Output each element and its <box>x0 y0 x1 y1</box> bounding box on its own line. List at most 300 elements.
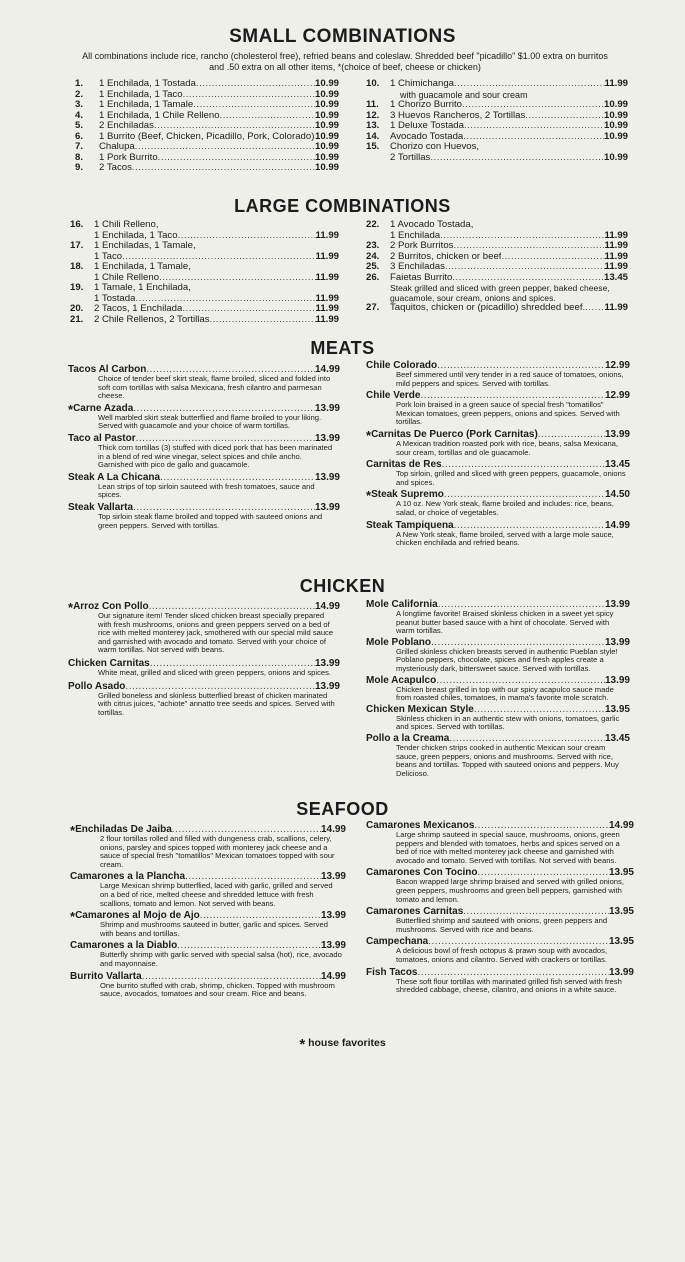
item-text: 3 Enchiladas <box>390 262 445 272</box>
menu-item-description: Bacon wrapped large shrimp braised and served with grilled onions, green peppers, mushrooms and green bell peppers, garnished with tomato and lemon. <box>396 877 624 904</box>
menu-item-description: A delicious bowl of fresh octopus & prawn soup with avocados, tomatoes, onions and cilantro. Served with crackers or tortillas. <box>396 946 608 964</box>
item-number: 9. <box>75 162 84 173</box>
item-text: Chorizo con Huevos, <box>390 142 480 152</box>
combo-row <box>75 153 339 164</box>
menu-item-description: Our signature item! Tender sliced chicken breast specially prepared with fresh mushrooms, onions and green peppers served on a bed of rice with melted monterey jack, smothered with our special mild sauce and garnished with avocado and tomato. Served with your choice of warm tortillas. Not served with beans. <box>98 611 334 655</box>
item-text: 1 Chimichanga <box>390 79 454 89</box>
menu-item-description: Butterfly shrimp with garlic served with special salsa (hot), rice, avocado and mayonnaise. <box>100 950 342 968</box>
item-price: 10.99 <box>314 120 339 131</box>
combo-row <box>366 220 628 231</box>
combo-row <box>75 132 339 143</box>
combo-item <box>70 262 339 283</box>
item-price: 10.99 <box>314 109 339 121</box>
combo-item <box>366 111 628 122</box>
leader-dots <box>462 100 604 111</box>
leader-dots <box>122 252 315 263</box>
combo-item <box>366 132 628 143</box>
leader-dots <box>142 971 321 982</box>
menu-item <box>70 910 346 938</box>
item-number: 13. <box>366 120 380 131</box>
menu-item-description: A longtime favorite! Braised skinless chicken in a sweet yet spicy peanut butter based sauce with a hint of chocolate. Served with warm tortillas. <box>396 609 614 636</box>
item-price: 11.99 <box>315 229 339 241</box>
menu-item-description: Butterflied shrimp and sauteed with onions, green peppers and mushrooms. Served with rice and beans. <box>396 916 608 934</box>
menu-item <box>366 489 630 517</box>
item-number: 26. <box>366 271 380 283</box>
menu-item <box>366 675 630 703</box>
menu-item-name: *Carnitas De Puerco (Pork Carnitas) <box>366 427 538 443</box>
combo-sub-row <box>70 273 339 284</box>
combo-row <box>70 220 339 231</box>
item-number: 8. <box>75 151 84 163</box>
item-price: 11.99 <box>315 271 339 283</box>
combo-item <box>75 111 339 122</box>
star-icon: * <box>68 600 74 615</box>
menu-item <box>70 824 346 869</box>
item-text: 3 Huevos Rancheros, 2 Tortillas <box>390 110 526 121</box>
combo-item <box>70 315 339 326</box>
small-combinations-left <box>75 79 339 174</box>
leader-dots <box>501 252 604 263</box>
item-text: 1 Taco <box>94 251 123 262</box>
menu-item <box>68 658 340 678</box>
large-combinations-right <box>366 220 628 314</box>
menu-item-name: Camarones a la Diablo <box>70 940 178 952</box>
menu-item-name: *Camarones al Mojo de Ajo <box>70 909 200 925</box>
item-price: 10.99 <box>314 88 339 100</box>
item-text: 1 Enchilada <box>390 230 441 241</box>
menu-item-name: Steak Vallarta <box>68 501 134 513</box>
menu-item-name: Campechana <box>366 936 429 948</box>
menu-item-header <box>366 967 634 978</box>
combo-item <box>75 100 339 111</box>
item-text: 2 Enchiladas <box>99 121 154 131</box>
item-number: 11. <box>366 99 379 110</box>
leader-dots <box>440 231 604 242</box>
small-combinations-right <box>366 79 628 163</box>
item-number: 18. <box>70 261 84 272</box>
item-text: 1 Burrito (Beef, Chicken, Picadillo, Pork, Colorado) <box>99 131 315 142</box>
menu-item-name: Mole Acapulco <box>366 674 437 686</box>
menu-item-description: Lean strips of top sirloin sauteed with fresh tomatoes, sauce and spices. <box>98 481 315 500</box>
item-number: 10. <box>366 78 380 89</box>
combo-sub-row <box>70 252 339 263</box>
combo-row <box>366 262 628 273</box>
combo-sub-row <box>70 231 339 242</box>
menu-item-description: Top sirloin, grilled and sliced with green peppers, guacamole, onions and spices. <box>396 469 626 487</box>
item-price: 11.99 <box>604 240 628 251</box>
menu-item <box>366 599 630 636</box>
leader-dots <box>445 262 605 273</box>
combo-row <box>70 262 339 273</box>
combo-item <box>366 142 628 163</box>
leader-dots <box>154 121 315 132</box>
menu-item-price: 13.99 <box>608 966 634 978</box>
menu-item-description: Chicken breast grilled in top with our spicy acapulco sauce made from roasted chiles, tomatoes, in mama's favorite mole scratch. <box>396 684 614 703</box>
combo-row <box>366 252 628 263</box>
meats-right <box>366 360 630 550</box>
item-price: 10.99 <box>603 151 628 163</box>
menu-item-price: 13.99 <box>320 940 346 952</box>
combo-row <box>75 100 339 111</box>
menu-item-name: Chicken Carnitas <box>68 657 150 669</box>
menu-item-price: 14.50 <box>604 489 630 501</box>
menu-item-description: A Mexican tradition roasted pork with rice, beans, salsa Mexicana, sour cream, tortillas and ole guacamole. <box>396 438 619 457</box>
item-price: 11.99 <box>315 292 339 304</box>
item-text: 2 Tacos, 1 Enchilada <box>94 304 183 314</box>
menu-item-price: 13.99 <box>314 680 340 692</box>
item-number: 2. <box>75 88 84 100</box>
menu-item-description: Tender chicken strips cooked in authentic Mexican sour cream sauce, green peppers, onions and mushrooms. Served with rice, beans and tortillas. Topped with sauteed onions and peppers. Muy Delicioso. <box>396 742 619 778</box>
leader-dots <box>452 273 604 284</box>
leader-dots <box>158 153 315 164</box>
small-combinations-title: SMALL COMBINATIONS <box>229 26 456 47</box>
combo-row <box>70 283 339 294</box>
menu-item-price: 13.99 <box>604 428 630 440</box>
menu-item-name: Chile Colorado <box>366 360 438 371</box>
menu-item-name: Chile Verde <box>366 390 421 402</box>
leader-dots <box>210 315 316 326</box>
menu-item-description: Top sirloin steak flame broiled and topped with sauteed onions and green peppers. Served with tortillas. <box>98 511 323 530</box>
combo-item <box>366 79 628 100</box>
leader-dots <box>430 153 604 164</box>
menu-item-description: Shrimp and mushrooms sauteed in butter, garlic and spices. Served with beans and tortillas. <box>100 920 328 938</box>
star-icon: * <box>299 1036 306 1053</box>
combo-item <box>366 241 628 252</box>
item-price: 11.99 <box>315 250 339 262</box>
menu-item-name: *Carne Azada <box>68 401 134 417</box>
meats-left <box>68 364 340 532</box>
item-text: 1 Chile Relleno <box>94 272 160 283</box>
menu-item <box>366 704 630 732</box>
item-price: 11.99 <box>604 229 628 241</box>
combo-row <box>366 100 628 111</box>
combo-row <box>366 111 628 122</box>
menu-item-price: 13.99 <box>604 599 630 610</box>
item-text: 2 Tortillas <box>390 152 431 163</box>
combo-row <box>366 132 628 143</box>
menu-item <box>366 867 634 904</box>
large-combinations-title: LARGE COMBINATIONS <box>234 196 451 216</box>
item-number: 17. <box>70 240 84 251</box>
item-text: 1 Enchilada, 1 Taco <box>99 89 183 100</box>
item-number <box>366 153 390 164</box>
item-price: 11.99 <box>604 302 628 313</box>
combo-sub-text: with guacamole and sour cream <box>400 89 528 100</box>
star-icon: * <box>70 909 76 925</box>
combo-item <box>75 132 339 143</box>
menu-item-description: A 10 oz. New York steak, flame broiled and includes: rice, beans, salad, or choice of vegetables. <box>396 499 614 517</box>
combo-sub-row <box>366 153 628 164</box>
seafood-right <box>366 820 634 997</box>
leader-dots <box>454 79 605 90</box>
menu-item-description: Large Mexican shrimp butterflied, laced with garlic, grilled and served on a bed of rice, melted cheese and shredded lettuce with fresh scallions, tomato and lemon. Not served with beans. <box>100 881 333 908</box>
combo-item <box>366 303 628 314</box>
leader-dots <box>418 967 609 978</box>
item-price: 10.99 <box>603 130 628 142</box>
combo-row <box>75 121 339 132</box>
menu-item-price: 13.99 <box>320 910 346 922</box>
menu-item-name: Pollo a la Creama <box>366 732 450 744</box>
item-price: 10.99 <box>314 141 339 152</box>
leader-dots <box>193 100 315 111</box>
item-price: 11.99 <box>604 78 628 89</box>
combo-item <box>75 142 339 153</box>
item-text: Chalupa <box>99 142 135 152</box>
menu-item-description: Pork loin braised in a green sauce of special fresh "tomatillos" Mexican tomatoes, green peppers, onions and spices. Served with tortillas. <box>396 400 620 427</box>
item-price: 10.99 <box>314 130 339 142</box>
item-text: Avocado Tostada <box>390 131 464 142</box>
leader-dots <box>463 132 604 143</box>
menu-item-header <box>366 675 630 686</box>
menu-item-price: 14.99 <box>604 519 630 531</box>
leader-dots <box>196 79 315 90</box>
combo-row <box>70 304 339 315</box>
item-text: 1 Tostada <box>94 293 136 304</box>
menu-item-description: Choice of tender beef skirt steak, flame broiled, sliced and folded into soft corn tortillas with salsa Mexicana, fresh cilantro and parmesan cheese. <box>98 374 331 401</box>
menu-item-description: 2 flour tortillas rolled and filled with dungeness crab, scallions, celery, onions, parsley and spices topped with monterey jack cheese and a sauce of special fresh "tomatillos" Mexican tomatoes topped with sour cream. <box>100 834 335 869</box>
menu-item <box>70 971 346 999</box>
combo-item <box>366 262 628 273</box>
menu-item <box>68 601 340 655</box>
menu-item-description: Large shrimp sauteed in special sauce, mushrooms, onions, green peppers and blended with tomatoes, herbs and spices served on a bed of rice with melted monterey jack cheese and garnished with avocado and tomato. Served with tortillas. Not served with beans. <box>396 830 620 865</box>
menu-item-name: Taco al Pastor <box>68 432 136 444</box>
item-number: 16. <box>70 219 84 230</box>
small-combinations-intro: All combinations include rice, rancho (cholesterol free), refried beans and coleslaw. Shredded beef "picadillo" $1.00 extra on burritos and .50 extra on all other items, *(choice of beef, cheese or chicken) <box>82 51 608 72</box>
combo-row <box>75 111 339 122</box>
item-price: 11.99 <box>315 303 339 314</box>
menu-item-name: *Arroz Con Pollo <box>68 600 149 615</box>
combo-item <box>75 153 339 164</box>
menu-item <box>70 871 346 908</box>
item-number: 7. <box>75 141 84 152</box>
menu-item-price: 13.99 <box>604 636 630 648</box>
menu-item-name: Carnitas de Res <box>366 459 442 471</box>
menu-item-description: A New York steak, flame broiled, served with a large mole sauce, chicken enchilada and refried beans. <box>396 529 614 548</box>
menu-item-price: 14.99 <box>320 824 346 835</box>
item-price: 10.99 <box>603 99 628 110</box>
combo-item <box>70 304 339 315</box>
menu-item <box>366 906 634 934</box>
item-text: Taquitos, chicken or (picadillo) shredded beef. <box>390 303 586 313</box>
menu-item-name: Camarones Con Tocino <box>366 867 478 879</box>
menu-item-description: Grilled boneless and skinless butterflied breast of chicken marinated with citrus juices, "achiote" annatto tree seeds and spices. Served with tortillas. <box>98 690 335 717</box>
leader-dots <box>220 111 315 122</box>
seafood-left <box>70 824 346 1001</box>
item-text: 1 Avocado Tostada, <box>390 220 474 230</box>
combo-row <box>366 241 628 252</box>
menu-item <box>366 637 630 674</box>
large-combinations-left <box>70 220 339 325</box>
menu-item-description: These soft flour tortillas with marinated grilled fish served with fresh shredded cabbage, cheese, cilantro, and onions in a white sauce. <box>396 976 622 995</box>
menu-item-name: Camarones Mexicanos <box>366 820 475 831</box>
combo-row <box>366 79 628 90</box>
leader-dots <box>454 520 605 531</box>
menu-item-price: 13.99 <box>314 657 340 669</box>
combo-item <box>75 79 339 90</box>
combo-item <box>75 90 339 101</box>
combo-item <box>366 252 628 263</box>
item-price: 11.99 <box>604 250 628 262</box>
chicken-title: CHICKEN <box>299 576 386 596</box>
item-text: 1 Enchilada, 1 Tamale, <box>94 262 191 272</box>
menu-item <box>70 940 346 968</box>
menu-item-price: 13.95 <box>608 867 634 879</box>
menu-item-price: 14.99 <box>314 601 340 612</box>
menu-item-name: Fish Tacos <box>366 966 418 978</box>
menu-item-price: 13.99 <box>314 402 340 414</box>
menu-item <box>366 967 634 995</box>
combo-description: Steak grilled and sliced with green pepper, baked cheese, guacamole, sour cream, onions and spices. <box>390 283 610 303</box>
item-text: 2 Burritos, chicken or beef <box>390 251 502 262</box>
menu-item-price: 13.99 <box>314 471 340 483</box>
menu-item-price: 13.95 <box>608 936 634 948</box>
menu-item <box>68 502 340 530</box>
menu-item-description: Well marbled skirt steak butterflied and flame broiled to your liking. Served with guacamole and your choice of warm tortillas. <box>98 412 322 431</box>
menu-item-name: Mole California <box>366 599 438 610</box>
menu-item <box>366 820 634 865</box>
menu-item-price: 12.99 <box>604 360 630 371</box>
menu-item-price: 13.99 <box>314 501 340 513</box>
item-number: 12. <box>366 109 380 121</box>
combo-item <box>75 163 339 174</box>
item-number: 19. <box>70 282 84 293</box>
menu-item <box>366 733 630 778</box>
item-number: 21. <box>70 313 84 325</box>
item-text: 1 Enchilada, 1 Chile Relleno <box>99 110 220 121</box>
menu-item-price: 13.45 <box>604 459 630 471</box>
combo-item <box>366 121 628 132</box>
item-text: 2 Tacos <box>99 163 132 173</box>
menu-item-description: White meat, grilled and sliced with green peppers, onions and spices. <box>98 667 332 677</box>
combo-item <box>75 121 339 132</box>
menu-item-price: 12.99 <box>604 390 630 402</box>
item-price: 11.99 <box>315 313 339 325</box>
chicken-left <box>68 601 340 720</box>
combo-item <box>70 241 339 262</box>
menu-item-name: *Steak Supremo <box>366 488 444 504</box>
combo-sub-row <box>70 294 339 305</box>
menu-item-price: 13.95 <box>608 906 634 918</box>
seafood-title: SEAFOOD <box>296 799 389 819</box>
item-text: 1 Deluxe Tostada <box>390 121 464 131</box>
item-price: 10.99 <box>603 120 628 131</box>
menu-item-description: Grilled skinless chicken breasts served in authentic Pueblan style! Poblano peppers, chocolate, spices and fresh apples create a mysteriously dark, bittersweet sauce. Served with tortillas. <box>396 646 618 673</box>
combo-row <box>75 79 339 90</box>
item-number: 20. <box>70 303 84 314</box>
combo-row <box>366 121 628 132</box>
menu-item <box>366 390 630 427</box>
item-number: 25. <box>366 261 380 272</box>
menu-item-price: 14.99 <box>608 820 634 831</box>
menu-item-name: Steak A La Chicana <box>68 471 161 483</box>
item-text: 1 Pork Burrito <box>99 152 158 163</box>
leader-dots <box>464 121 604 132</box>
menu-item-description: Skinless chicken in an authentic stew with onions, tomatoes, garlic and spices. Served with tortillas. <box>396 713 620 732</box>
menu-item-price: 13.99 <box>604 674 630 686</box>
leader-dots <box>135 294 315 305</box>
leader-dots <box>159 273 315 284</box>
combo-item <box>366 100 628 111</box>
item-number: 4. <box>75 109 84 121</box>
combo-row <box>366 273 628 284</box>
item-number: 22. <box>366 219 380 230</box>
combo-row <box>70 241 339 252</box>
item-text: 2 Chile Rellenos, 2 Tortillas <box>94 314 210 325</box>
item-number: 3. <box>75 99 84 110</box>
item-number: 5. <box>75 120 84 131</box>
item-number: 24. <box>366 250 380 262</box>
combo-sub-row <box>366 231 628 242</box>
menu-item-name: *Enchiladas De Jaiba <box>70 823 172 838</box>
leader-dots <box>183 90 315 101</box>
menu-item <box>68 433 340 470</box>
menu-item-name: Chicken Mexican Style <box>366 703 474 715</box>
menu-item-name: Burrito Vallarta <box>70 970 142 982</box>
item-text: 1 Chorizo Burrito <box>390 100 462 110</box>
menu-item-price: 14.99 <box>314 364 340 375</box>
item-number: 15. <box>366 141 380 152</box>
item-price: 10.99 <box>314 162 339 173</box>
menu-item-price: 13.99 <box>314 432 340 444</box>
leader-dots <box>125 681 315 692</box>
combo-item <box>366 273 628 304</box>
item-text: 2 Pork Burritos <box>390 241 454 251</box>
menu-item <box>366 459 630 487</box>
house-favorites-label: house favorites <box>308 1037 386 1049</box>
menu-item-name: Camarones a la Plancha <box>70 871 186 883</box>
meats-title: MEATS <box>310 338 375 358</box>
menu-item-price: 13.99 <box>320 871 346 883</box>
menu-item <box>366 360 630 388</box>
menu-item <box>68 472 340 500</box>
item-number: 27. <box>366 302 380 313</box>
leader-dots <box>453 241 604 252</box>
star-icon: * <box>70 823 76 838</box>
menu-item <box>68 403 340 431</box>
leader-dots <box>135 142 315 153</box>
menu-item-name: Mole Poblano <box>366 636 431 648</box>
item-number: 23. <box>366 240 380 251</box>
menu-item-description: Thick corn tortillas (3) stuffed with diced pork that has been marinated in a blend of red wine vinegar, select spices and chile ancho. Garnished with pico de gallo and guacamole. <box>98 442 333 470</box>
item-text: Faietas Burrito <box>390 272 453 283</box>
combo-row <box>366 142 628 153</box>
combo-item <box>366 220 628 241</box>
combo-row <box>75 163 339 174</box>
item-text: 1 Chili Relleno, <box>94 220 159 230</box>
leader-dots <box>436 675 605 686</box>
item-price: 13.45 <box>603 271 628 283</box>
item-number: 14. <box>366 130 380 142</box>
menu-item-price: 13.95 <box>604 703 630 715</box>
chicken-right <box>366 599 630 779</box>
item-number: 6. <box>75 130 84 142</box>
leader-dots <box>182 304 315 315</box>
menu-item-name: Tacos Al Carbon <box>68 364 147 375</box>
menu-item-name: Camarones Carnitas <box>366 906 464 918</box>
item-price: 10.99 <box>314 78 339 89</box>
item-text: 1 Enchilada, 1 Taco <box>94 230 178 241</box>
menu-item-description: One burrito stuffed with crab, shrimp, chicken. Topped with mushroom sauce, avocados, tomatoes and sour cream. Rice and beans. <box>100 980 335 999</box>
item-text: 1 Tamale, 1 Enchilada, <box>94 283 191 293</box>
leader-dots <box>178 231 316 242</box>
menu-item-price: 14.99 <box>320 970 346 982</box>
menu-item-header <box>68 681 340 692</box>
combo-item <box>70 220 339 241</box>
item-text: 1 Enchiladas, 1 Tamale, <box>94 241 196 251</box>
menu-item-name: Steak Tampiquena <box>366 519 454 531</box>
item-price: 10.99 <box>314 151 339 163</box>
item-text: 1 Enchilada, 1 Tostada <box>99 79 196 89</box>
